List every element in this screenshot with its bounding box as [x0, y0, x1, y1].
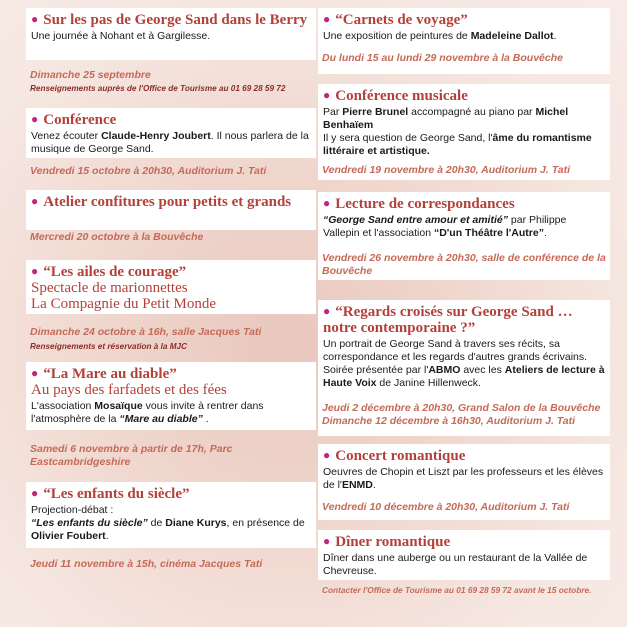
event-title: ● Conférence — [31, 112, 117, 128]
event-card-sand-berry — [26, 8, 316, 60]
bullet-icon: ● — [31, 366, 39, 380]
event-title: ● “Les ailes de courage” — [31, 264, 187, 280]
bullet-icon: ● — [323, 448, 331, 462]
event-description: Une journée à Nohant et à Gargilesse. — [31, 30, 211, 42]
event-note: Renseignements et réservation à la MJC — [30, 342, 187, 351]
event-card-enfants-siecle — [26, 482, 316, 548]
event-note: Contacter l'Office de Tourisme au 01 69 28 59 72 avant le 15 octobre. — [322, 585, 592, 595]
event-card-mare-diable — [26, 362, 316, 430]
event-date: Jeudi 2 décembre à 20h30, Grand Salon de la Bouvêche — [322, 402, 601, 414]
event-description: Par Pierre Brunel accompagné au piano par Michel Benhaïem Il y sera question de George Sand, l'âme du romantisme littéraire et artistique. — [323, 106, 592, 157]
event-description: L'association Mosaïque vous invite à rentrer dans l'atmosphère de la “Mare au diable” . — [31, 400, 264, 425]
bullet-icon: ● — [323, 12, 331, 26]
event-card-atelier-confitures — [26, 190, 316, 230]
event-note: Renseignements auprès de l'Office de Tourisme au 01 69 28 59 72 — [30, 84, 286, 93]
event-date: Vendredi 26 novembre à 20h30, salle de conférence de la Bouvêche — [322, 252, 606, 277]
event-title: ● “Les enfants du siècle” — [31, 486, 190, 502]
event-subtitle: Au pays des farfadets et des fées — [31, 382, 227, 398]
event-subtitle: Spectacle de marionnettes — [31, 280, 188, 296]
event-date-2: Dimanche 12 décembre à 16h30, Auditorium J. Tati — [322, 415, 576, 427]
bullet-icon: ● — [31, 194, 39, 208]
event-date: Samedi 6 novembre à partir de 17h, Parc Eastcambridgeshire — [30, 443, 233, 468]
event-title: ● Lecture de correspondances — [323, 196, 515, 212]
bullet-icon: ● — [31, 12, 39, 26]
event-description: “George Sand entre amour et amitié” par Philippe Vallepin et l'association “D'un Théâtre l'Autre”. — [323, 214, 567, 239]
event-title: ● Dîner romantique — [323, 534, 451, 550]
event-title: ● Atelier confitures pour petits et grands — [31, 194, 292, 210]
event-subtitle: La Compagnie du Petit Monde — [31, 296, 216, 312]
event-title: ● Conférence musicale — [323, 88, 468, 104]
event-date: Du lundi 15 au lundi 29 novembre à la Bouvêche — [322, 52, 563, 64]
event-description: Oeuvres de Chopin et Liszt par les professeurs et les élèves de l'ENMD. — [323, 466, 604, 491]
event-card-ailes-courage — [26, 260, 316, 314]
event-date: Vendredi 15 octobre à 20h30, Auditorium J. Tati — [30, 165, 267, 177]
event-description: Une exposition de peintures de Madeleine Dallot. — [323, 30, 557, 42]
event-card-diner-romantique — [318, 530, 610, 580]
event-card-carnets-voyage — [318, 8, 610, 74]
event-title: ● Sur les pas de George Sand dans le Berry — [31, 12, 308, 28]
event-title: ● “Regards croisés sur George Sand … notre contemporaine ?” — [323, 304, 573, 336]
event-description: Projection-débat : “Les enfants du siècle” de Diane Kurys, en présence de Olivier Foubert. — [31, 504, 305, 542]
event-date: Mercredi 20 octobre à la Bouvêche — [30, 231, 204, 243]
event-description: Venez écouter Claude-Henry Joubert. Il nous parlera de la musique de George Sand. — [31, 130, 309, 155]
bullet-icon: ● — [323, 88, 331, 102]
event-description: Dîner dans une auberge ou un restaurant de la Vallée de Chevreuse. — [323, 552, 588, 577]
event-card-concert-romantique — [318, 444, 610, 520]
event-title: ● “Carnets de voyage” — [323, 12, 468, 28]
event-card-conference — [26, 108, 316, 158]
event-date: Dimanche 24 octobre à 16h, salle Jacques Tati — [30, 326, 262, 338]
event-date: Vendredi 10 décembre à 20h30, Auditorium J. Tati — [322, 501, 570, 513]
event-title: ● “La Mare au diable” — [31, 366, 177, 382]
bullet-icon: ● — [323, 304, 331, 318]
event-title: ● Concert romantique — [323, 448, 466, 464]
event-date: Dimanche 25 septembre — [30, 69, 151, 81]
event-date: Jeudi 11 novembre à 15h, cinéma Jacques Tati — [30, 558, 263, 570]
bullet-icon: ● — [323, 534, 331, 548]
bullet-icon: ● — [323, 196, 331, 210]
bullet-icon: ● — [31, 264, 39, 278]
event-card-conference-musicale — [318, 84, 610, 180]
event-card-lecture-correspondances — [318, 192, 610, 280]
event-card-regards-croises — [318, 300, 610, 436]
bullet-icon: ● — [31, 112, 39, 126]
bullet-icon: ● — [31, 486, 39, 500]
event-date: Vendredi 19 novembre à 20h30, Auditorium J. Tati — [322, 164, 570, 176]
event-description: Un portrait de George Sand à travers ses récits, sa correspondance et les regards d'autres grands écrivains. Soirée présentée par l'ABMO avec les Ateliers de lecture à Haute Voix de Janine Hillenweck. — [323, 338, 605, 389]
